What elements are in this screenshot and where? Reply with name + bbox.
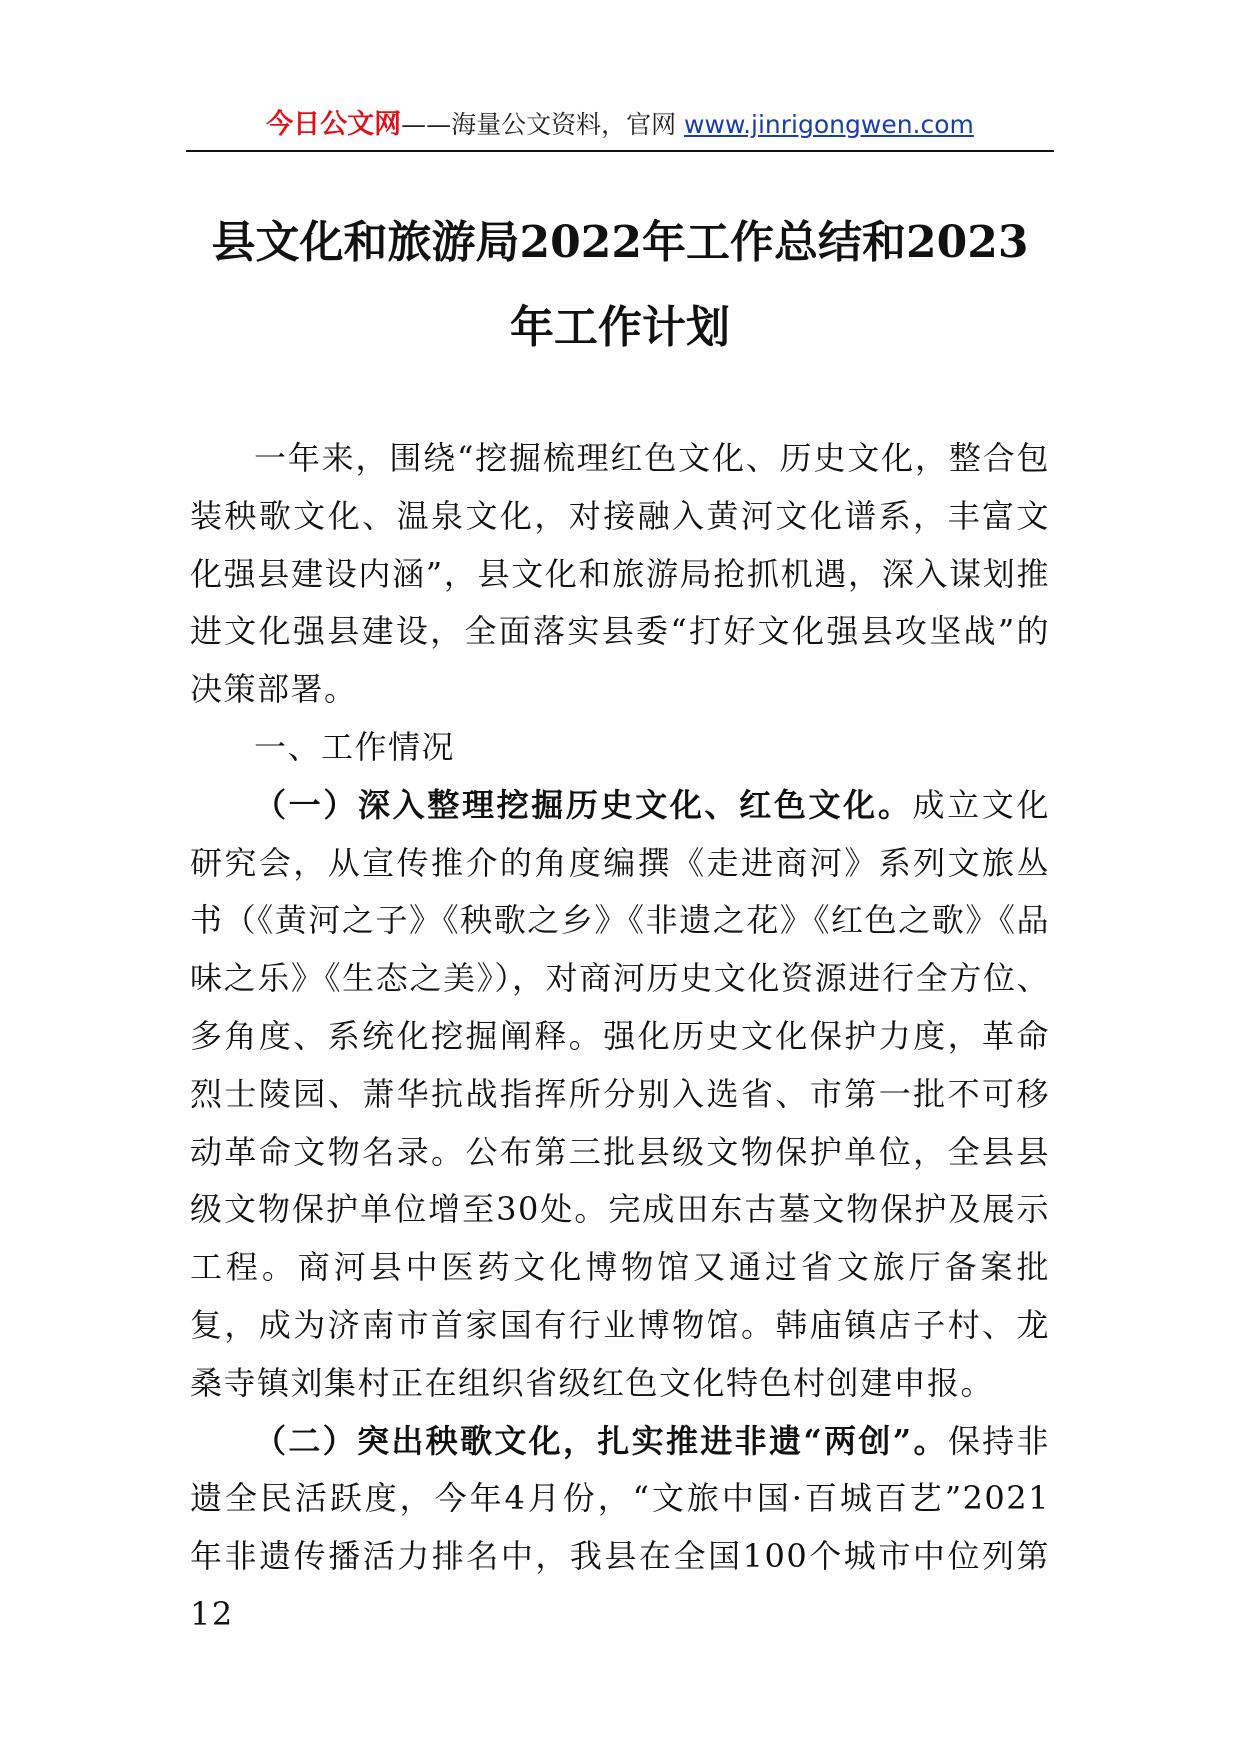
paragraph-1 — [190, 777, 1050, 1413]
section-heading: 一、工作情况 — [254, 727, 456, 766]
intro-paragraph: 一年来，围绕“挖掘梳理红色文化、历史文化，整合包装秧歌文化、温泉文化，对接融入黄河文化谱系，丰富文化强县建设内涵”，县文化和旅游局抢抓机遇，深入谋划推进文化强县建设，全面落实县委“打好文化强县攻坚战”的决策部署。 — [190, 439, 1050, 709]
document-title — [186, 200, 1054, 370]
header-tagline: ——海量公文资料，官网 — [401, 110, 685, 139]
header-divider — [186, 150, 1054, 152]
document-body — [190, 430, 1050, 1644]
page-header — [186, 100, 1054, 150]
title-line-2: 年工作计划 — [510, 302, 730, 353]
paragraph-2-lead: （二）突出秧歌文化，扎实推进非遗“两创”。 — [254, 1421, 948, 1460]
paragraph-2 — [190, 1413, 1050, 1644]
title-line-1: 县文化和旅游局2022年工作总结和2023 — [211, 217, 1029, 268]
header-site-link[interactable]: www.jinrigongwen.com — [684, 110, 974, 139]
paragraph-2-text: 保持非遗全民活跃度，今年4月份，“文旅中国·百城百艺”2021年非遗传播活力排名中，我县在全国100个城市中位列第12 — [190, 1421, 1050, 1633]
paragraph-1-text: 成立文化研究会，从宣传推介的角度编撰《走进商河》系列文旅丛书（《黄河之子》《秧歌之乡》《非遗之花》《红色之歌》《品味之乐》《生态之美》），对商河历史文化资源进行全方位、多角度、系统化挖掘阐释。强化历史文化保护力度，革命烈士陵园、萧华抗战指挥所分别入选省、市第一批不可移动革命文物名录。公布第三批县级文物保护单位，全县县级文物保护单位增至30处。完成田东古墓文物保护及展示工程。商河县中医药文化博物馆又通过省文旅厅备案批复，成为济南市首家国有行业博物馆。韩庙镇店子村、龙桑寺镇刘集村正在组织省级红色文化特色村创建申报。 — [190, 785, 1050, 1402]
paragraph-1-lead: （一）深入整理挖掘历史文化、红色文化。 — [254, 785, 913, 824]
header-brand: 今日公文网 — [266, 109, 402, 140]
